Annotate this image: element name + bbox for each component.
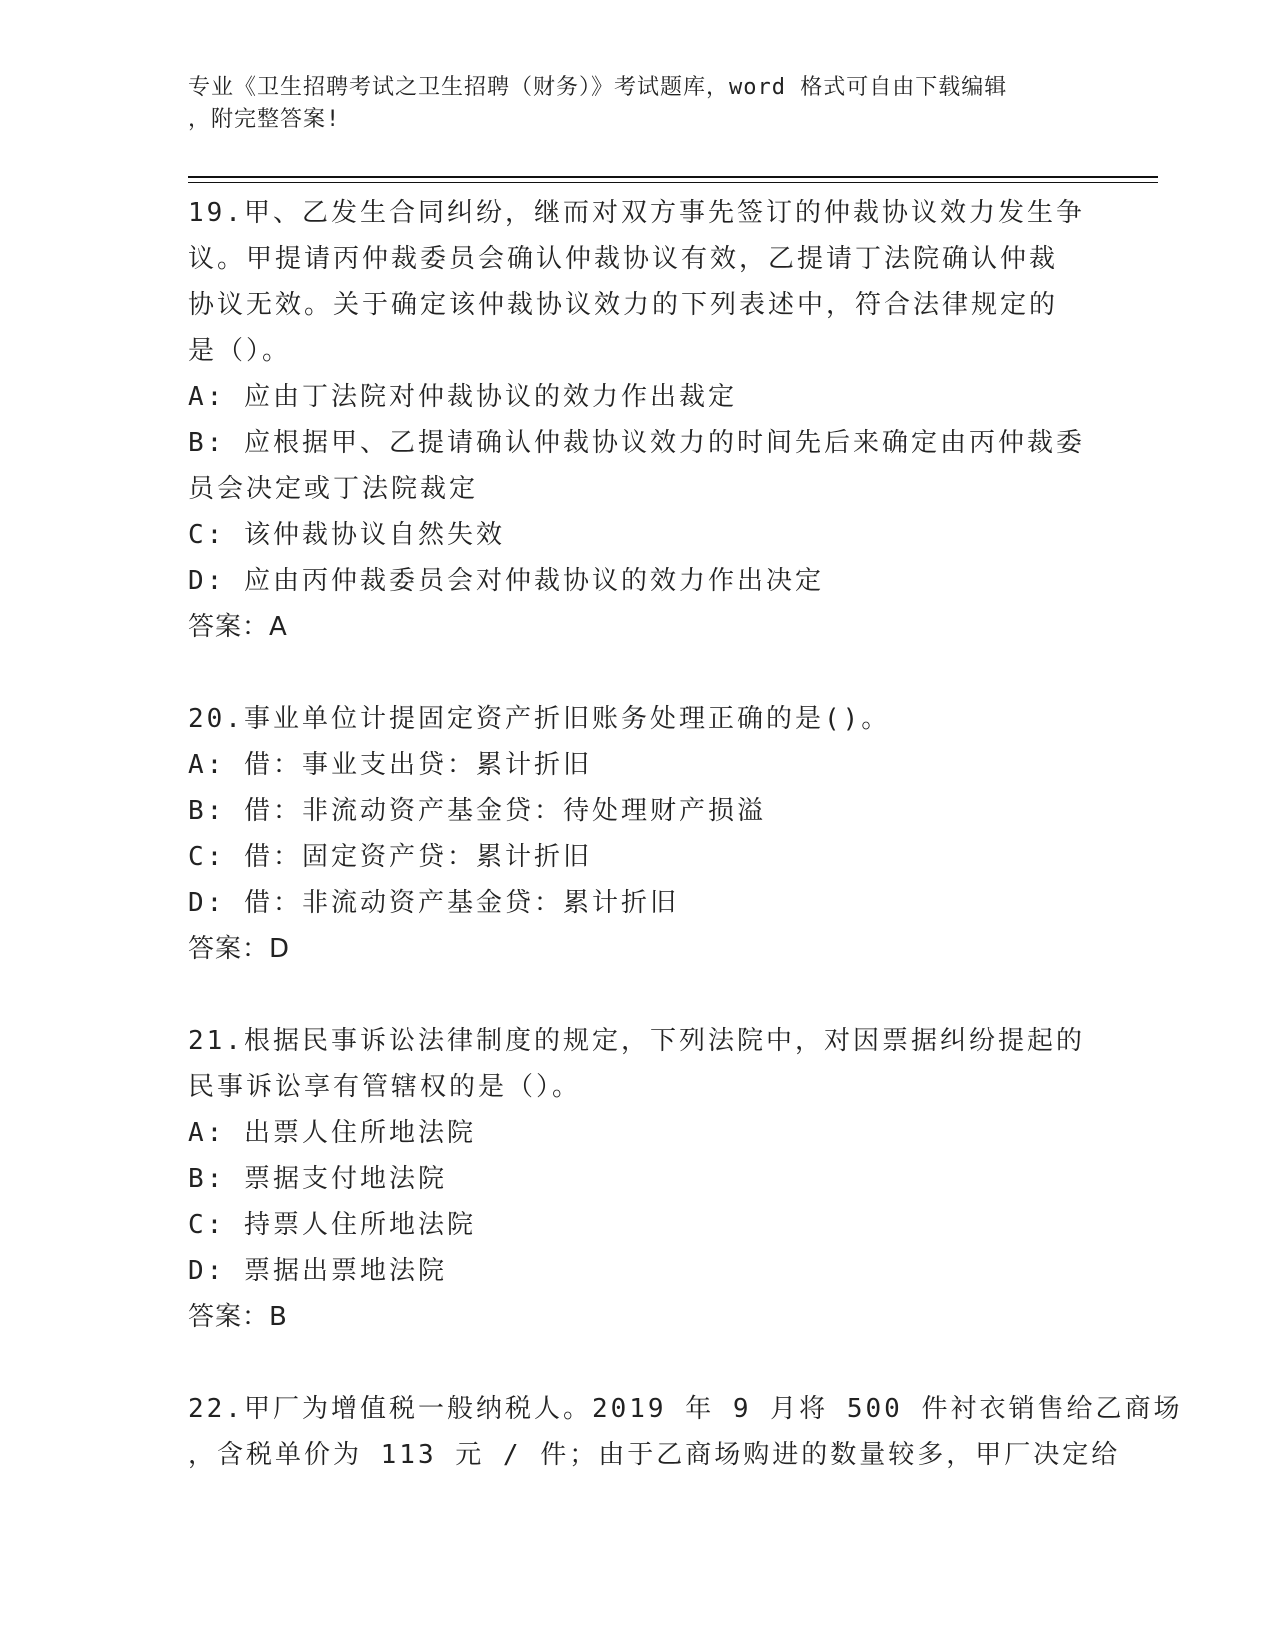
option-a: A: 应由丁法院对仲裁协议的效力作出裁定 xyxy=(188,382,737,412)
question-list xyxy=(188,190,1183,1478)
option-c: C: 借：固定资产贷：累计折旧 xyxy=(188,842,592,872)
question-19 xyxy=(188,190,1088,650)
option-d: D: 借：非流动资产基金贷：累计折旧 xyxy=(188,888,679,918)
option-b: B: 借：非流动资产基金贷：待处理财产损溢 xyxy=(188,796,766,826)
question-stem-line: ，含税单价为 113 元 / 件；由于乙商场购进的数量较多，甲厂决定给 xyxy=(188,1440,1121,1470)
question-spacer xyxy=(188,650,1088,696)
option-b-continuation: 员会决定或丁法院裁定 xyxy=(188,474,479,504)
question-spacer xyxy=(188,1340,1088,1386)
option-a: A: 出票人住所地法院 xyxy=(188,1118,476,1148)
header-divider-thick xyxy=(188,176,1158,178)
question-stem-line: 22.甲厂为增值税一般纳税人。2019 年 9 月将 500 件衬衣销售给乙商场 xyxy=(188,1394,1183,1424)
question-stem-line: 议。甲提请丙仲裁委员会确认仲裁协议有效，乙提请丁法院确认仲裁 xyxy=(188,244,1059,274)
option-d: D: 应由丙仲裁委员会对仲裁协议的效力作出决定 xyxy=(188,566,824,596)
answer-label: 答案：B xyxy=(188,1302,288,1332)
option-a: A: 借：事业支出贷：累计折旧 xyxy=(188,750,592,780)
option-c: C: 该仲裁协议自然失效 xyxy=(188,520,505,550)
question-stem-line: 19.甲、乙发生合同纠纷，继而对双方事先签订的仲裁协议效力发生争 xyxy=(188,198,1085,228)
document-header xyxy=(188,72,1088,136)
header-divider-thin xyxy=(188,182,1158,183)
answer-label: 答案：D xyxy=(188,934,291,964)
question-21 xyxy=(188,1018,1088,1340)
option-c: C: 持票人住所地法院 xyxy=(188,1210,476,1240)
header-line: ，附完整答案! xyxy=(188,107,341,132)
header-line: 专业《卫生招聘考试之卫生招聘（财务）》考试题库，word 格式可自由下载编辑 xyxy=(188,75,1008,100)
question-stem-line: 民事诉讼享有管辖权的是（）。 xyxy=(188,1072,582,1102)
question-stem-line: 21.根据民事诉讼法律制度的规定，下列法院中，对因票据纠纷提起的 xyxy=(188,1026,1085,1056)
question-stem-line: 是（）。 xyxy=(188,336,292,366)
question-stem-line: 20.事业单位计提固定资产折旧账务处理正确的是()。 xyxy=(188,704,891,734)
question-22 xyxy=(188,1386,1183,1478)
option-b: B: 票据支付地法院 xyxy=(188,1164,447,1194)
question-stem-line: 协议无效。关于确定该仲裁协议效力的下列表述中，符合法律规定的 xyxy=(188,290,1059,320)
question-spacer xyxy=(188,972,1088,1018)
option-d: D: 票据出票地法院 xyxy=(188,1256,447,1286)
question-20 xyxy=(188,696,1088,972)
option-b: B: 应根据甲、乙提请确认仲裁协议效力的时间先后来确定由丙仲裁委 xyxy=(188,428,1085,458)
answer-label: 答案：A xyxy=(188,612,288,642)
